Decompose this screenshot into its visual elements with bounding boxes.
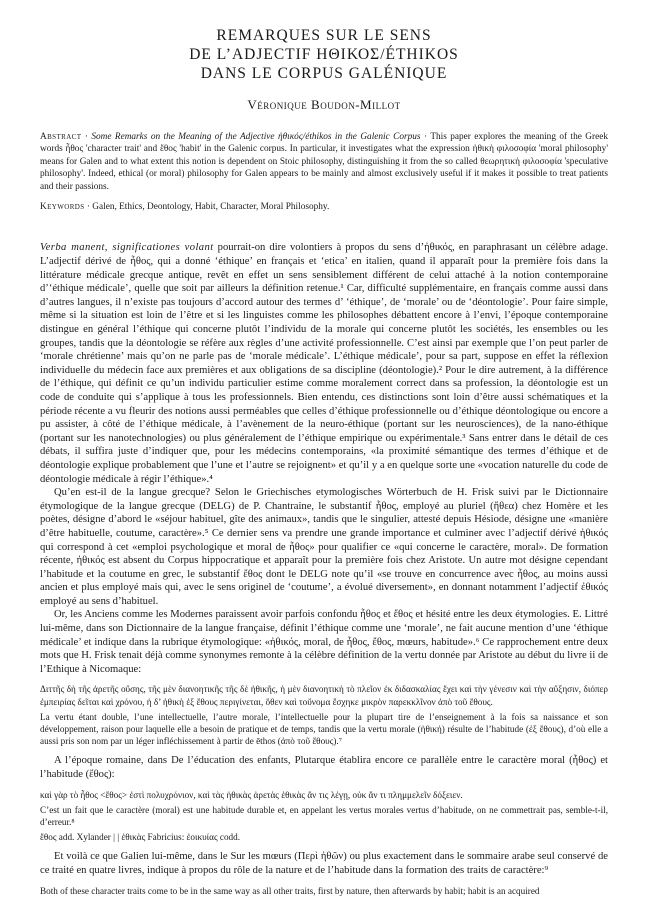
title-line-2: DE L’ADJECTIF ΗΘΙΚΟΣ/ÉTHIKOS (189, 46, 459, 63)
separator-dot: · (84, 132, 92, 142)
paragraph-3: Or, les Anciens comme les Modernes paraissent avoir parfois confondu ἦθος et ἔθος et hésité entre les deux étymologies. E. Littré lui-même, dans son Dictionnaire de la langue française, définit l’éthique comme une ‘morale’, ne fait aucune mention d’une ‘éthique médicale’ et indique dans la rubrique étymologique: «ἠθικός, moral, de ἦθος, ἔθος, mœurs, habitude».⁶ Ce rapprochement entre deux mots que H. Frisk tenait déjà comme synonymes remonte à la célèbre définition de la vertu donnée par Aristote au début du livre ii de l’Ethique à Nicomaque: (40, 609, 608, 675)
paragraph-2: Qu’en est-il de la langue grecque? Selon le Griechisches etymologisches Wörterbuch de H. Frisk suivi par le Dictionnaire étymologique de la langue grecque (DELG) de P. Chantraine, le substantif ἦθος, employé au pluriel (ἤθεα) chez Homère et les poètes, désigne d’abord le «séjour habituel, gîte des animaux», tandis que le singulier, attesté depuis Hésiode, désigne une «manière d’être habituelle, coutume, caractère».⁵ Ce dernier sens va prendre une grande importance et culminer avec l’adjectif dérivé ἠθικός qui correspond à cet «emploi psychologique et moral de ἦθος» pour qualifier ce «qui concerne le caractère, moral». De formation récente, ἠθικός est absent du Corpus hippocratique et apparaît pour la première fois chez Aristote. Un autre mot désigne cependant l’habitude et la coutume en grec, le substantif ἔθος dont le DELG note qu’il «se trouve en concurrence avec ἦθος, au moins aussi ancien et plus employé mais qui, avec le sens originel de ‘coutume’, a évolué diversement», en donnant notamment l’adjectif ἐθικός employé au sens d’habituel. (40, 487, 608, 607)
title-line-3: DANS LE CORPUS GALÉNIQUE (200, 65, 448, 82)
lead-phrase: Verba manent, significationes volant (40, 242, 214, 254)
title-line-1: REMARQUES SUR LE SENS (216, 27, 432, 44)
paragraph-1-text: pourrait-on dire volontiers à propos du sens d’ἠθικός, en paraphrasant un célèbre adage. L’adjectif dérivé de ἦθος, qui a donné ‘éthique’ en français et ‘etica’ en italien, quand il apparaît pour la première fois dans la littérature médicale grecque antique, revêt en effet un sens sensiblement différent de celui attaché à la notion contemporaine d’‘éthique médicale’, quelle que soit par ailleurs la définition retenue.¹ Car, difficulté supplémentaire, en français comme aussi dans d’autres langues, il n’existe pas toujours d’accord autour des termes d’ ‘éthique’, de ‘morale’ ou de ‘déontologie’. Pour faire simple, même si la situation est loin de l’être et si les linguistes comme les philosophes débattent encore à l’envi, l’époque contemporaine distingue en général l’éthique qui concerne plutôt l’individu de la morale qui concerne plutôt les sociétés, les ensembles ou les groupes, tandis que la déontologie se réfère aux règles d’une activité professionnelle. C’est ainsi par exemple que l’on peut parler de ‘morale chrétienne’ mais qu’on ne parle pas de ‘morale médicale’. L’éthique médicale’, pour sa part, suppose en effet la réflexion individuelle du médecin face aux premières et aux obligations de sa discipline (déontologie).² Pour le dire autrement, à la différence de l’éthique, qui définit ce qu’un individu particulier estime comme moralement correct dans sa profession, la déontologie est un code de conduite qui s’applique à tous les professionnels. Bien entendu, ces distinctions sont loin d’être aussi schématiques et la période récente a vu fleurir des notions aussi perméables que celles d’éthique professionnelle ou d’éthique déontologique ou encore a pu assister, à côté de l’éthique médicale, à l’avènement de la neuro-éthique (portant sur les neurosciences), de la nano-éthique (portant sur les nanotechnologies) ou plus généralement de l’éthique empirique ou expérimentale.³ Sans entrer dans le détail de ces débats, il suffira juste d’indiquer que, pour les médecins contemporains, «la proximité sémantique des termes d’éthique et de déontologie explique probablement que l’une et l’autre se rejoignent» et qu’il y a en quelque sorte une «vocation naturelle du code de déontologie médicale à régir l’éthique».⁴ (40, 242, 608, 485)
paper-title (40, 0, 608, 83)
aristotle-french: La vertu étant double, l’une intellectuelle, l’autre morale, l’intellectuelle pour la plupart tire de l’enseignement à la fois sa naissance et son développement, raison pour laquelle elle a besoin de pratique et de temps, tandis que la vertu morale (ἠθική) résulte de l’habitude (ἐξ ἔθους), d’où elle a aussi pris son nom par un léger infléchissement à partir de ēthos (ἀπὸ τοῦ ἔθους).⁷ (40, 711, 608, 747)
main-text (40, 241, 608, 896)
abstract (40, 131, 608, 193)
aristotle-quote (40, 683, 608, 747)
galen-quote (40, 885, 608, 897)
paragraph-1 (40, 241, 608, 486)
keywords-text: Galen, Ethics, Deontology, Habit, Character, Moral Philosophy. (92, 202, 330, 213)
separator-dot: · (86, 202, 93, 213)
author-name: Véronique Boudon-Millot (247, 97, 401, 112)
aristotle-greek: Διττῆς δὴ τῆς ἀρετῆς οὔσης, τῆς μὲν διανοητικῆς τῆς δὲ ἠθικῆς, ἡ μὲν διανοητικὴ τὸ πλεῖον ἐκ διδασκαλίας ἔχει καὶ τὴν γένεσιν καὶ τὴν αὔξησιν, διόπερ ἐμπειρίας δεῖται καὶ χρόνου, ἡ δ’ ἠθικὴ ἐξ ἔθους περιγίνεται, ὅθεν καὶ τοὔνομα ἔσχηκε μικρὸν παρεκκλῖνον ἀπὸ τοῦ ἔθους. (40, 684, 608, 707)
apparatus-note: ἔθος add. Xylander | | ἐθικὰς Fabricius: ἐοικυίας codd. (40, 832, 241, 843)
plutarch-french: C’est un fait que le caractère (moral) est une habitude durable et, en appelant les vertus morales vertus d’habitude, on ne commettrait pas, semble-t-il, d’erreur.⁸ (40, 804, 608, 828)
plutarch-greek: καὶ γὰρ τὸ ἦθος <ἔθος> ἐστὶ πολυχρόνιον, καὶ τὰς ἠθικὰς ἀρετὰς ἐθικὰς ἄν τις λέγῃ, οὐκ ἄν τι πλημμελεῖν δόξειεν. (40, 789, 463, 800)
separator-dot: · (423, 132, 431, 142)
plutarch-quote (40, 789, 608, 844)
abstract-text: This paper explores the meaning of the Greek words ἦθος 'character trait' and ἔθος 'habit' in the Galenic corpus. In particular, it investigates what the expression ἠθικὴ φιλοσοφία 'moral philosophy' means for Galen and to what extent this notion is dependent on Stoic philosophy, distinguishing it from the so called θεωρητικὴ φιλοσοφία 'speculative philosophy'. Indeed, ethical (or moral) philosophy for Galen appears to be mainly and almost exclusively useful if it makes it possible to treat patients and their passions. (40, 132, 609, 192)
paragraph-4: A l’époque romaine, dans De l’éducation des enfants, Plutarque établira encore ce parallèle entre le caractère moral (ἦθος) et l’habitude (ἔθος): (40, 755, 608, 781)
abstract-label: Abstract (40, 132, 82, 142)
keywords-label: Keywords (40, 202, 85, 213)
keywords (40, 201, 608, 213)
galen-quote-text: Both of these character traits come to be in the same way as all other traits, first by nature, then afterwards by habit; habit is an acquired (40, 885, 540, 896)
abstract-title: Some Remarks on the Meaning of the Adjective ἠθικός/éthikos in the Galenic Corpus (91, 132, 421, 142)
paragraph-5: Et voilà ce que Galien lui-même, dans le Sur les mœurs (Περὶ ἠθῶν) ou plus exactement dans le sommaire arabe seul conservé de ce traité en quatre livres, indique à propos du rôle de la nature et de l’habitude dans la formation des traits de caractère:⁹ (40, 851, 608, 877)
